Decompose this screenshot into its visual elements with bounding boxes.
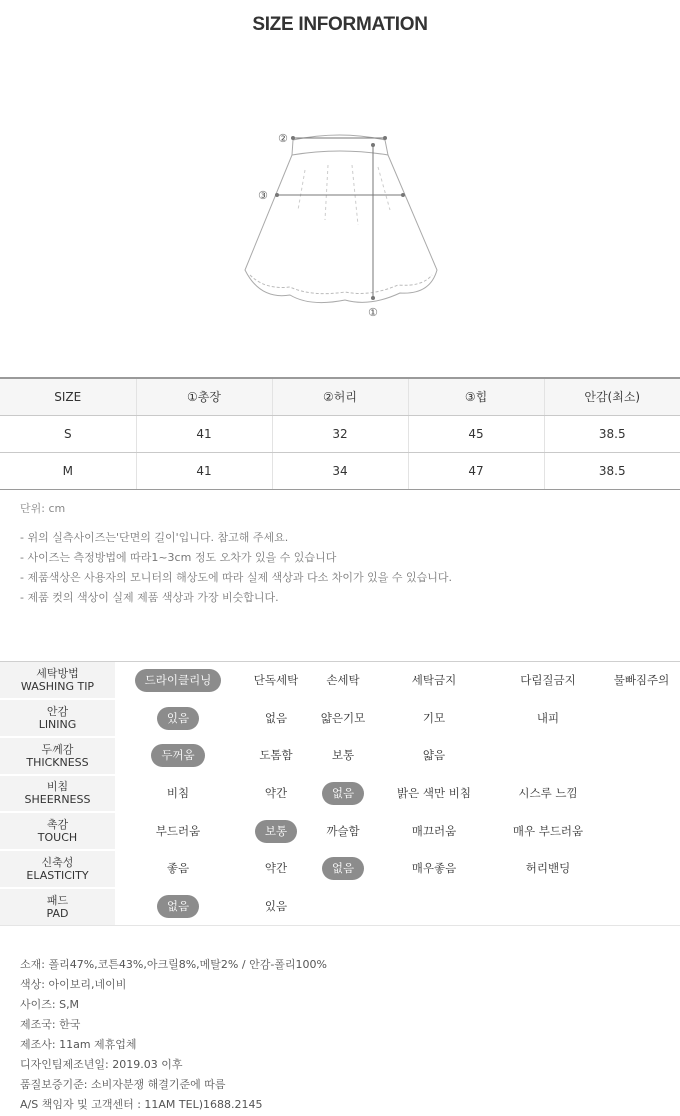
header-hip: ③힙	[408, 378, 544, 415]
attribute-option: 보통	[331, 748, 355, 763]
attribute-option-cell	[115, 775, 241, 813]
attribute-option-selected: 없음	[322, 782, 364, 805]
attribute-option: 까슬함	[326, 823, 360, 838]
attribute-option-selected: 있음	[157, 707, 199, 730]
attribute-option-cell	[241, 888, 311, 926]
attribute-heading-en: THICKNESS	[26, 755, 89, 769]
marker-hip: ③	[258, 189, 268, 202]
attribute-option-cell	[603, 737, 680, 775]
cell-size: M	[0, 452, 136, 489]
cell-hip: 47	[408, 452, 544, 489]
spec-date: 디자인팀제조년일: 2019.03 이후	[20, 1058, 183, 1071]
cell-length: 41	[136, 415, 272, 452]
attribute-table	[0, 661, 680, 926]
attribute-option-cell	[375, 888, 493, 926]
attribute-option: 없음	[264, 710, 288, 725]
attribute-option-cell	[115, 662, 241, 700]
attribute-heading-ko: 촉감	[46, 818, 69, 832]
table-row	[0, 452, 680, 489]
attribute-heading-ko: 패드	[46, 893, 69, 907]
note-item: - 제품 컷의 색상이 실제 제품 색상과 가장 비슷합니다.	[20, 591, 279, 604]
attribute-option: 매우좋음	[411, 861, 457, 876]
attribute-heading-ko: 비침	[46, 780, 69, 794]
attribute-heading-en: ELASTICITY	[26, 868, 89, 882]
attribute-option: 기모	[422, 710, 446, 725]
attribute-option: 매끄러움	[411, 823, 457, 838]
attribute-option: 허리밴딩	[525, 861, 571, 876]
skirt-hem-stitch	[250, 275, 432, 294]
skirt-body	[245, 155, 437, 303]
size-table-header	[0, 378, 680, 415]
size-notes	[20, 528, 660, 608]
attribute-heading	[0, 737, 115, 775]
attribute-option-cell	[241, 737, 311, 775]
attribute-option-cell	[311, 850, 375, 888]
attribute-option-selected: 없음	[157, 895, 199, 918]
unit-label: 단위: cm	[20, 502, 66, 515]
attribute-option-cell	[241, 850, 311, 888]
attribute-heading-ko: 안감	[46, 705, 69, 719]
cell-lining: 38.5	[544, 452, 680, 489]
attribute-heading	[0, 812, 115, 850]
attribute-option-cell	[375, 737, 493, 775]
attribute-option: 세탁금지	[411, 672, 457, 687]
attribute-heading-ko: 세탁방법	[36, 667, 79, 681]
attribute-option: 물빠짐주의	[613, 672, 670, 687]
attribute-option: 도톰함	[259, 748, 293, 763]
attribute-option-cell	[311, 812, 375, 850]
attribute-option-cell	[493, 737, 603, 775]
page-title: SIZE INFORMATION	[252, 14, 428, 35]
attribute-heading-en: PAD	[46, 906, 69, 920]
attribute-option-cell	[115, 699, 241, 737]
attribute-option-cell	[241, 662, 311, 700]
attribute-option-cell	[603, 812, 680, 850]
attribute-option-selected: 보통	[255, 820, 297, 843]
attribute-heading-en: SHEERNESS	[24, 793, 91, 807]
attribute-heading	[0, 662, 115, 700]
attribute-row	[0, 812, 680, 850]
attribute-row	[0, 662, 680, 700]
marker-waist: ②	[278, 132, 288, 145]
note-item: - 위의 실측사이즈는'단면의 길이'입니다. 참고해 주세요.	[20, 531, 289, 544]
attribute-heading-ko: 신축성	[41, 855, 74, 869]
attribute-option: 있음	[264, 899, 288, 914]
header-waist: ②허리	[272, 378, 408, 415]
attribute-row	[0, 699, 680, 737]
attribute-option: 시스루 느낌	[518, 785, 578, 800]
attribute-option-cell	[241, 699, 311, 737]
attribute-option: 약간	[264, 861, 288, 876]
attribute-row	[0, 775, 680, 813]
attribute-option-selected: 없음	[322, 857, 364, 880]
attribute-option: 약간	[264, 785, 288, 800]
attribute-option-cell	[493, 888, 603, 926]
table-row	[0, 415, 680, 452]
attribute-heading-en: TOUCH	[37, 831, 78, 845]
attribute-option-cell	[311, 737, 375, 775]
attribute-option-cell	[311, 662, 375, 700]
attribute-option-cell	[241, 775, 311, 813]
attribute-option-cell	[603, 888, 680, 926]
spec-color: 색상: 아이보리,네이비	[20, 978, 127, 991]
attribute-option-cell	[375, 699, 493, 737]
skirt-diagram	[240, 125, 450, 325]
attribute-option-cell	[115, 850, 241, 888]
attribute-option-cell	[493, 775, 603, 813]
attribute-option-cell	[311, 888, 375, 926]
attribute-option: 매우 부드러움	[512, 823, 584, 838]
attribute-option: 다림질금지	[520, 672, 576, 687]
note-item: - 제품색상은 사용자의 모니터의 해상도에 따라 실제 색상과 다소 차이가 있을 수 있습니다.	[20, 571, 452, 584]
attribute-option-cell	[241, 812, 311, 850]
attribute-option-cell	[375, 850, 493, 888]
attribute-option-cell	[603, 699, 680, 737]
product-specs	[20, 955, 660, 1115]
attribute-option: 부드러움	[155, 823, 201, 838]
attribute-option-cell	[493, 662, 603, 700]
attribute-option-cell	[603, 850, 680, 888]
attribute-option: 밝은 색만 비침	[397, 785, 471, 800]
attribute-row	[0, 850, 680, 888]
attribute-option: 손세탁	[326, 672, 360, 687]
attribute-option-cell	[375, 812, 493, 850]
cell-waist: 34	[272, 452, 408, 489]
attribute-option: 얇은기모	[320, 710, 366, 725]
spec-country: 제조국: 한국	[20, 1018, 81, 1031]
cell-size: S	[0, 415, 136, 452]
size-table	[0, 377, 680, 490]
attribute-heading	[0, 775, 115, 813]
note-item: - 사이즈는 측정방법에 따라1~3cm 정도 오차가 있을 수 있습니다	[20, 551, 337, 564]
marker-length: ①	[368, 306, 378, 319]
attribute-option-cell	[493, 812, 603, 850]
attribute-option-cell	[375, 662, 493, 700]
cell-length: 41	[136, 452, 272, 489]
attribute-option-cell	[115, 812, 241, 850]
spec-service: A/S 책임자 및 고객센터 : 11AM TEL)1688.2145	[20, 1098, 263, 1111]
attribute-option: 내피	[536, 710, 560, 725]
attribute-option-cell	[115, 888, 241, 926]
header-length: ①총장	[136, 378, 272, 415]
attribute-option-cell	[603, 775, 680, 813]
spec-manufacturer: 제조사: 11am 제휴업체	[20, 1038, 137, 1051]
attribute-heading-ko: 두께감	[41, 742, 74, 756]
cell-waist: 32	[272, 415, 408, 452]
attribute-option-cell	[115, 737, 241, 775]
cell-hip: 45	[408, 415, 544, 452]
cell-lining: 38.5	[544, 415, 680, 452]
attribute-option: 얇음	[422, 748, 446, 763]
attribute-heading-en: WASHING TIP	[20, 680, 95, 694]
spec-warranty: 품질보증기준: 소비자분쟁 해결기준에 따름	[20, 1078, 226, 1091]
attribute-option-selected: 두꺼움	[151, 744, 204, 767]
attribute-heading	[0, 850, 115, 888]
attribute-option-cell	[493, 850, 603, 888]
attribute-option-cell	[311, 699, 375, 737]
attribute-option-cell	[375, 775, 493, 813]
attribute-heading	[0, 888, 115, 926]
attribute-option-cell	[493, 699, 603, 737]
attribute-option-selected: 드라이클리닝	[135, 669, 222, 692]
attribute-option: 단독세탁	[253, 672, 299, 687]
attribute-heading-en: LINING	[38, 718, 77, 732]
header-lining: 안감(최소)	[544, 378, 680, 415]
attribute-option-cell	[603, 662, 680, 700]
attribute-row	[0, 737, 680, 775]
spec-material: 소재: 폴리47%,코튼43%,아크릴8%,메탈2% / 안감-폴리100%	[20, 958, 327, 971]
attribute-option: 좋음	[166, 861, 190, 876]
spec-sizes: 사이즈: S,M	[20, 998, 80, 1011]
attribute-row	[0, 888, 680, 926]
attribute-heading	[0, 699, 115, 737]
attribute-option: 비침	[166, 785, 190, 800]
header-size: SIZE	[0, 378, 136, 415]
attribute-option-cell	[311, 775, 375, 813]
